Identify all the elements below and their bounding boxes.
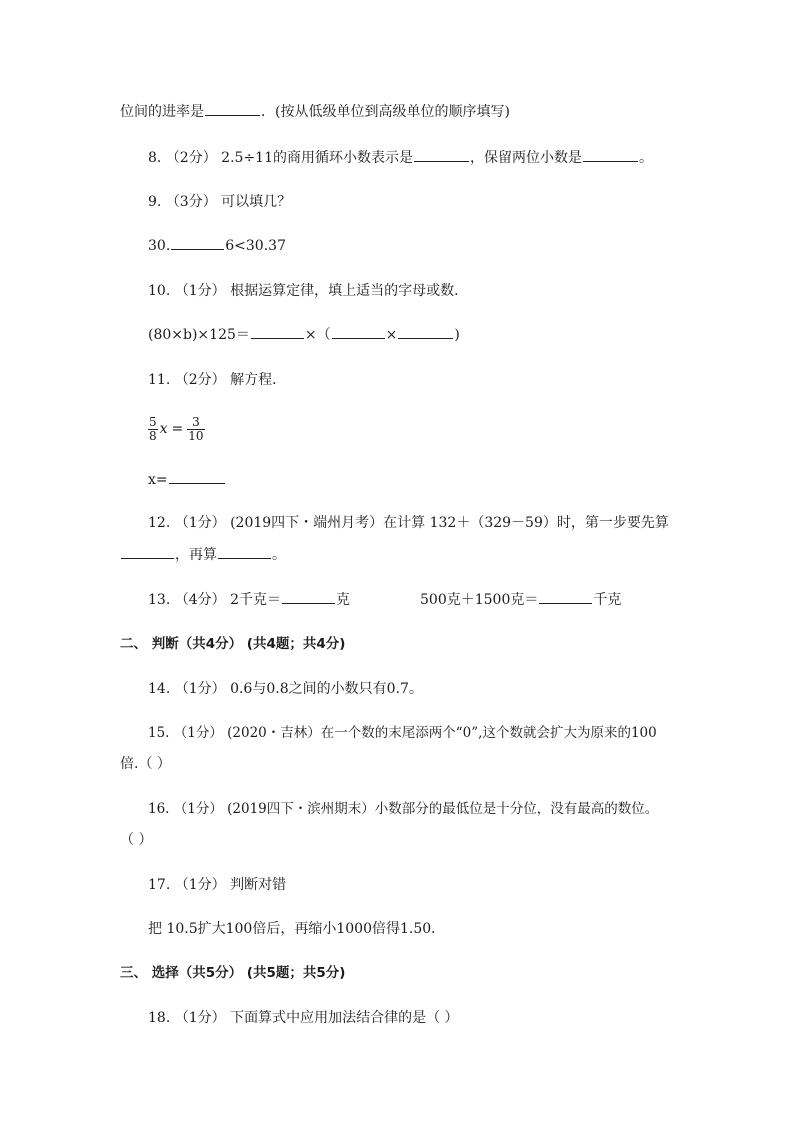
question-17 [148,876,286,894]
q16-text-b: （ ） [120,832,153,848]
question-10 [148,282,468,300]
q12-text-c: 。 [272,547,286,563]
question-15 [148,724,657,742]
q7-text-a: 位间的进率是 [120,104,204,120]
question-12 [148,514,669,532]
q14-text: 14. （1分） 0.6与0.8之间的小数只有0.7。 [148,681,423,697]
q13-text-d: 千克 [593,592,622,608]
question-12-cont [120,546,286,564]
q12-text-b: ，再算 [175,547,217,563]
answer-blank[interactable] [121,546,174,559]
question-16-cont [120,831,152,849]
question-16 [148,800,658,818]
q7-text-b: ．(按从低级单位到高级单位的顺序填写) [261,104,510,120]
q7-continuation [120,103,510,121]
numerator: 5 [149,414,157,429]
denominator: 8 [149,428,157,443]
q10-text: 10. （1分） 根据运算定律，填上适当的字母或数． [148,283,469,299]
q15-text-a: 15. （1分） (2020・吉林）在一个数的末尾添两个“0”,这个数就会扩大为原来的100 [148,725,657,741]
q11-x-label: x= [148,472,168,488]
q8-text-a: 8. （2分） 2.5÷11的商用循环小数表示是 [148,150,413,166]
answer-blank[interactable] [251,326,304,339]
answer-blank[interactable] [414,149,469,162]
answer-blank[interactable] [398,326,453,339]
answer-blank[interactable] [282,591,335,604]
answer-blank[interactable] [218,546,271,559]
numerator: 3 [187,416,204,430]
q10-text-d: ) [454,327,460,343]
question-8 [148,149,653,167]
question-14 [148,680,423,698]
equation [148,413,205,445]
answer-blank[interactable] [539,591,592,604]
q13-text-b: 克 [335,592,350,608]
q17-text: 17. （1分） 判断对错 [148,877,287,893]
question-10-expr [148,326,460,344]
q10-text-b: ×（ [304,327,331,343]
question-13 [148,591,350,609]
answer-blank[interactable] [205,103,260,116]
q8-text-b: ，保留两位小数是 [469,150,582,166]
answer-blank[interactable] [169,471,225,484]
variable: x [159,421,168,437]
fraction [187,416,204,443]
q12-text-a: 12. （1分） (2019四下・端州月考）在计算 132＋（329－59）时，第一步要先算 [148,515,669,531]
q15-text-b: 倍.（ ） [120,756,171,772]
q11-text: 11. （2分） 解方程． [148,372,287,388]
question-9 [148,193,291,211]
q13-text-a: 13. （4分） 2千克＝ [148,592,281,608]
q13-text-c: 500克＋1500克＝ [420,592,539,608]
question-17-statement [148,920,445,938]
answer-blank[interactable] [171,237,224,250]
question-13-part2 [420,591,621,609]
section-2-title: 二、 判断（共4分） (共4题；共4分) [120,636,346,652]
q9-text: 9. （3分） 可以填几？ [148,194,292,210]
q17-text-b: 把 10.5扩大100倍后，再缩小1000倍得1.50． [148,921,446,937]
fraction [148,416,158,443]
section-3-title: 三、 选择（共5分） (共5题；共5分) [120,965,346,981]
q10-text-a: (80×b)×125＝ [148,327,250,343]
denominator: 10 [188,428,204,443]
section-3-heading [120,964,345,982]
q18-text: 18. （1分） 下面算式中应用加法结合律的是（ ） [148,1010,459,1026]
question-9-expr [148,237,286,255]
equals-sign: = [171,421,184,437]
answer-blank[interactable] [332,326,385,339]
q9-text-b: 6<30.37 [225,238,286,254]
question-11 [148,371,286,389]
question-11-answer [148,471,226,489]
answer-blank[interactable] [583,149,638,162]
q8-text-c: 。 [638,150,653,166]
question-18 [148,1009,459,1027]
section-2-heading [120,635,345,653]
q9-text-a: 30. [148,238,171,254]
question-15-cont [120,755,171,773]
q16-text-a: 16. （1分） (2019四下・滨州期末）小数部分的最低位是十分位，没有最高的数位。 [148,801,659,817]
q10-text-c: × [385,327,398,343]
